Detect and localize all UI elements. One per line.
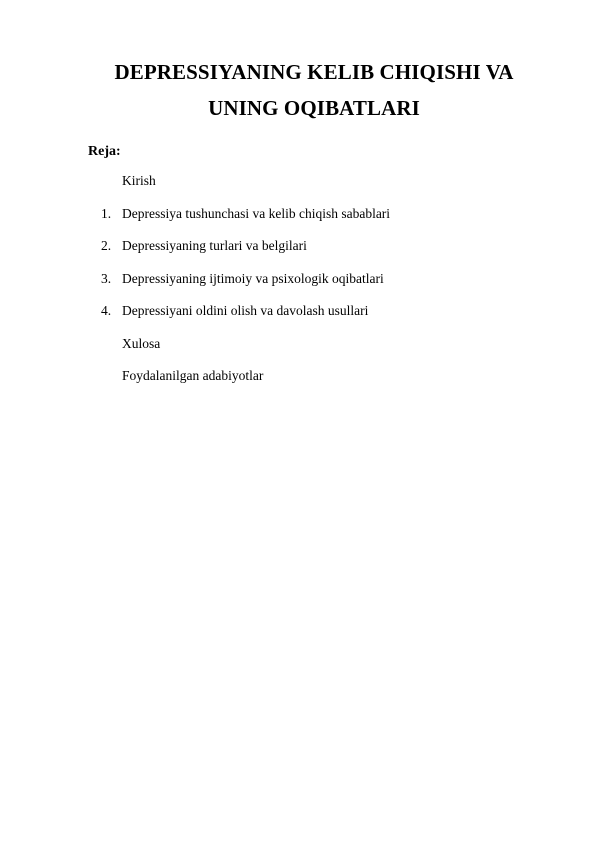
plan-item-label: Depressiyaning ijtimoiy va psixologik oqibatlari (122, 271, 384, 286)
plan-heading: Reja: (88, 144, 121, 159)
plan-item-number: 1. (101, 206, 112, 221)
plan-item-label: Depressiya tushunchasi va kelib chiqish sabablari (122, 206, 391, 221)
plan-item-3 (0, 270, 560, 288)
plan-item-2 (0, 237, 560, 255)
plan-item-intro (0, 172, 560, 190)
plan-item-label: Foydalanilgan adabiyotlar (122, 368, 264, 383)
title-line-2: UNING OQIBATLARI (208, 96, 420, 120)
plan-item-conclusion (0, 335, 560, 353)
plan-item-label: Xulosa (122, 336, 161, 351)
plan-item-references (0, 367, 560, 385)
plan-item-number: 3. (101, 271, 112, 286)
plan-item-label: Kirish (122, 173, 156, 188)
plan-item-4 (0, 302, 560, 320)
plan-item-number: 4. (101, 303, 112, 318)
plan-item-1 (0, 205, 560, 223)
plan-item-label: Depressiyani oldini olish va davolash usullari (122, 303, 369, 318)
plan-item-label: Depressiyaning turlari va belgilari (122, 238, 307, 253)
plan-item-number: 2. (101, 238, 112, 253)
title-line-1: DEPRESSIYANING KELIB CHIQISHI VA (114, 60, 514, 84)
